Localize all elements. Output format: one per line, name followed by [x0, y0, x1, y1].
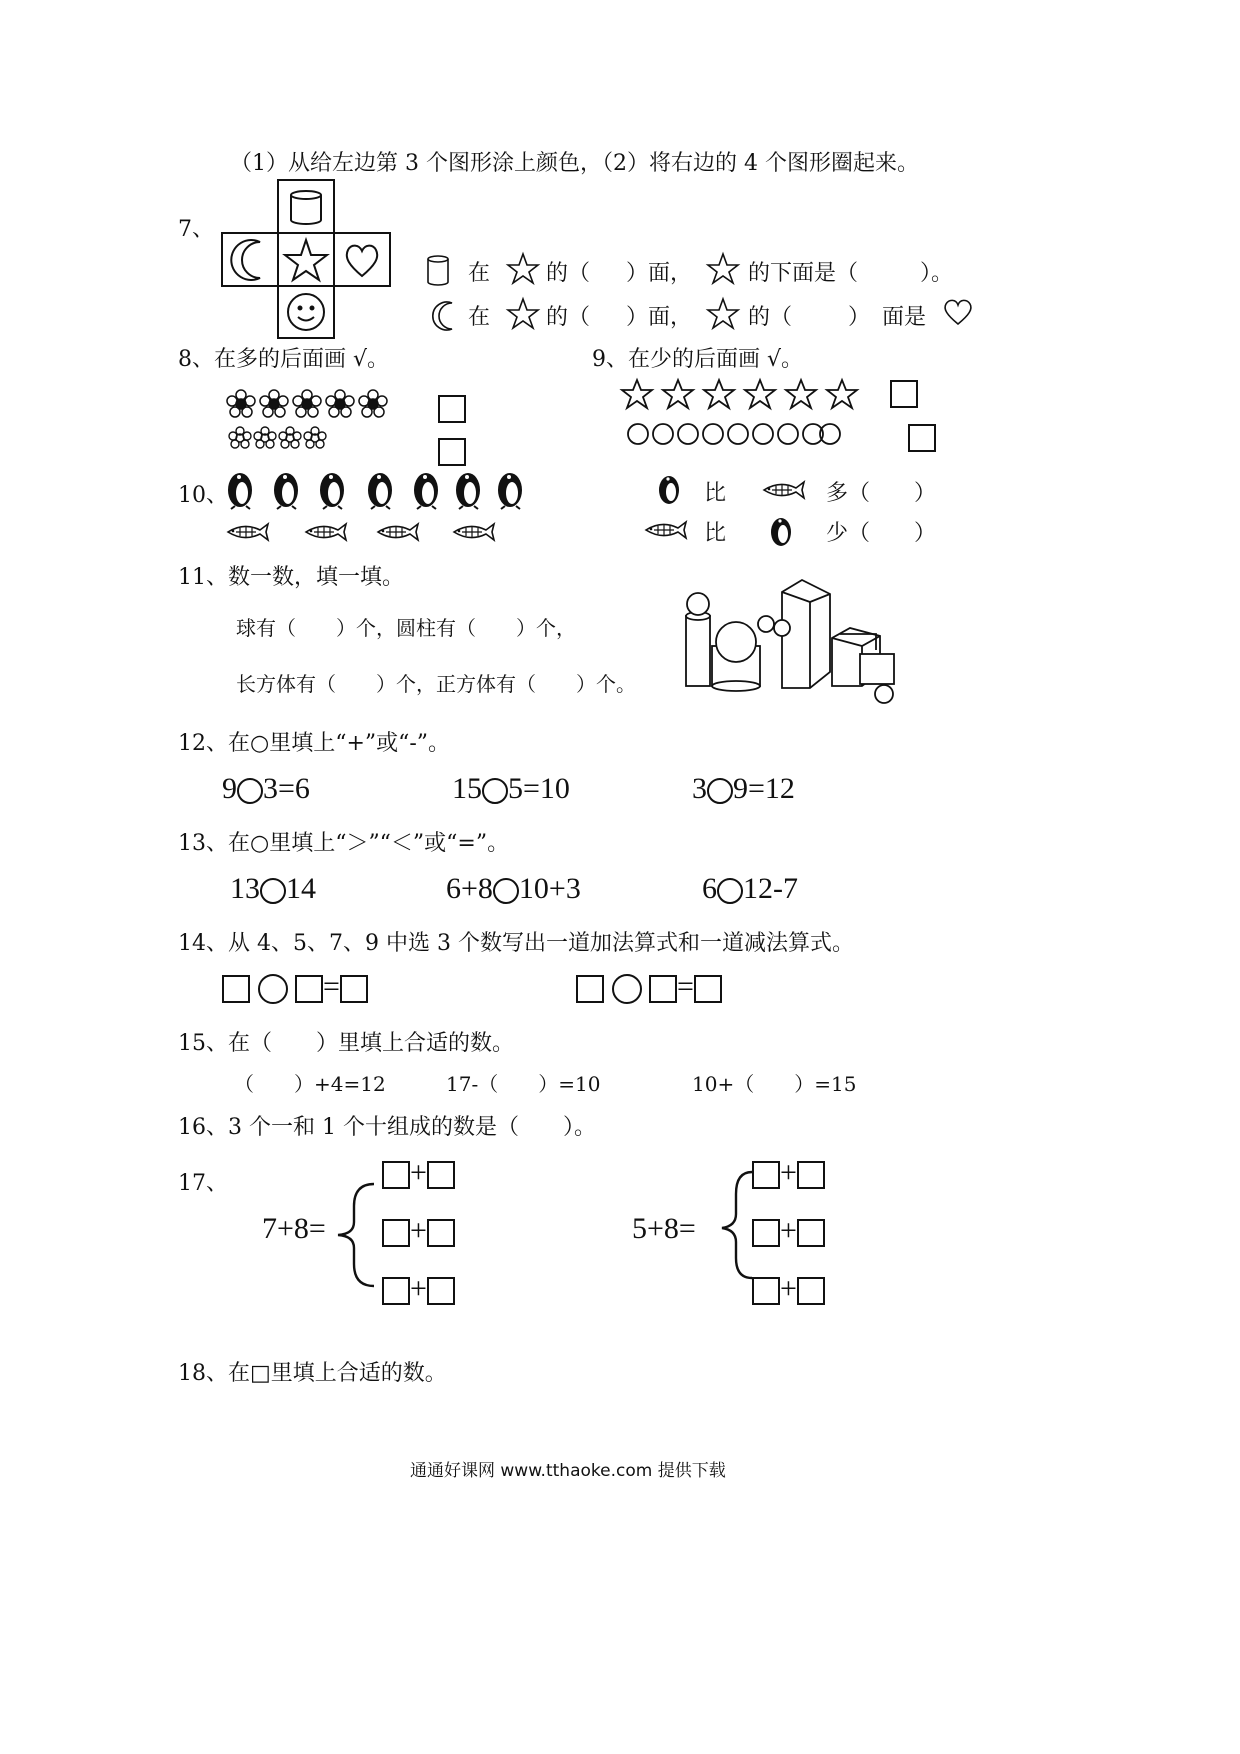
q17-l3-box-a[interactable]: [382, 1277, 410, 1305]
q7-number: 7、: [178, 217, 214, 242]
q17-r3-box-a[interactable]: [752, 1277, 780, 1305]
q10-r1-duo: 多（: [826, 481, 871, 506]
q17-r1-box-b[interactable]: [797, 1161, 825, 1189]
q7-line1-below: 的下面是（: [748, 261, 859, 286]
q15-item-2: 17-（ ）=10: [446, 1072, 601, 1096]
instruction-line: （1）从给左边第 3 个图形涂上颜色，（2）将右边的 4 个图形圈起来。: [230, 151, 919, 176]
q17-l2-box-b[interactable]: [427, 1219, 455, 1247]
q17-r1-plus: +: [780, 1156, 797, 1189]
q9-answer-box-2[interactable]: [908, 424, 936, 452]
cube-net-figure: [220, 178, 395, 340]
q14-sub-box-1[interactable]: [576, 975, 604, 1003]
q10-r2-bi: 比: [704, 521, 727, 546]
q17-r2-box-a[interactable]: [752, 1219, 780, 1247]
q14-add-box-2[interactable]: [295, 975, 323, 1003]
q7-line2-de: 的（: [546, 305, 591, 330]
q14-sub-result-box[interactable]: [694, 975, 722, 1003]
fish-icon: [762, 480, 806, 500]
q12-2-right: 5=10: [508, 772, 570, 805]
q12-item-3: [692, 772, 795, 806]
q12-3-right: 9=12: [733, 772, 795, 805]
q7-line2-mian: ）面，: [626, 305, 693, 330]
q7-line1-end: ）。: [920, 261, 954, 286]
circle-row: [626, 422, 846, 448]
q16-title: 16、3 个一和 1 个十组成的数是（ ）。: [178, 1115, 596, 1140]
q14-add-box-1[interactable]: [222, 975, 250, 1003]
q17-right-row-2: [752, 1214, 825, 1248]
q17-r3-plus: +: [780, 1272, 797, 1305]
q17-l3-plus: +: [410, 1272, 427, 1305]
star-row: [620, 378, 862, 410]
q13-3-compare-circle[interactable]: [717, 878, 743, 904]
q17-right-row-1: [752, 1156, 825, 1190]
q14-add-equals: =: [323, 970, 340, 1003]
q13-item-3: [702, 872, 798, 906]
q14-title: 14、从 4、5、7、9 中选 3 个数写出一道加法算式和一道减法算式。: [178, 931, 854, 956]
left-brace: [332, 1180, 378, 1290]
q13-3-left: 6: [702, 872, 717, 905]
q10-r1-close: ）: [914, 481, 937, 506]
q17-r2-box-b[interactable]: [797, 1219, 825, 1247]
q12-item-1: [222, 772, 310, 806]
q15-item-1: （ ）+4=12: [234, 1072, 386, 1096]
q15-title: 15、在（ ）里填上合适的数。: [178, 1031, 514, 1056]
q7-line1-de: 的（: [546, 261, 591, 286]
q17-l1-box-b[interactable]: [427, 1161, 455, 1189]
q12-3-operator-circle[interactable]: [707, 778, 733, 804]
q17-l1-box-a[interactable]: [382, 1161, 410, 1189]
q13-item-1: [230, 872, 316, 906]
moon-icon: [430, 300, 458, 332]
q10-r1-bi: 比: [704, 481, 727, 506]
flower-row-small: [228, 426, 328, 452]
q17-l2-box-a[interactable]: [382, 1219, 410, 1247]
q17-number: 17、: [178, 1171, 228, 1196]
q12-item-2: [452, 772, 570, 806]
q12-1-left: 9: [222, 772, 237, 805]
star-icon: [706, 252, 740, 284]
q17-r3-box-b[interactable]: [797, 1277, 825, 1305]
q7-line2-de2: 的（: [748, 305, 793, 330]
penguin-icon: [656, 472, 684, 506]
q17-left-expression: 7+8=: [262, 1212, 326, 1245]
q8-title: 8、在多的后面画 √。: [178, 347, 390, 372]
q12-3-left: 3: [692, 772, 707, 805]
penguin-row: [226, 468, 526, 510]
q7-line1-mian: ）面，: [626, 261, 693, 286]
q7-line1-zai: 在: [468, 261, 491, 286]
q12-1-right: 3=6: [263, 772, 310, 805]
q10-r2-close: ）: [914, 521, 937, 546]
q11-line2: 长方体有（ ）个，正方体有（ ）个。: [236, 672, 636, 696]
q17-left-row-1: [382, 1156, 455, 1190]
q17-l2-plus: +: [410, 1214, 427, 1247]
q15-item-3: 10+（ ）=15: [692, 1072, 857, 1096]
fish-row: [226, 522, 496, 542]
star-icon: [706, 297, 740, 329]
q12-1-operator-circle[interactable]: [237, 778, 263, 804]
q17-left-row-3: [382, 1272, 455, 1306]
q17-l1-plus: +: [410, 1156, 427, 1189]
q12-2-operator-circle[interactable]: [482, 778, 508, 804]
q17-right-expression: 5+8=: [632, 1212, 696, 1245]
q11-line1: 球有（ ）个，圆柱有（ ）个，: [236, 616, 576, 640]
q12-title: 12、在○里填上“+”或“-”。: [178, 731, 451, 756]
footer-credit: 通通好课网 www.tthaoke.com 提供下载: [410, 1461, 726, 1481]
q13-title: 13、在○里填上“＞”“＜”或“=”。: [178, 831, 510, 856]
q7-line2-face: 面是: [882, 305, 927, 330]
q18-title: 18、在□里填上合适的数。: [178, 1361, 447, 1386]
q17-left-row-2: [382, 1214, 455, 1248]
q13-3-right: 12-7: [743, 872, 798, 905]
q12-2-left: 15: [452, 772, 482, 805]
cylinder-icon: [426, 254, 450, 288]
fish-icon: [644, 520, 688, 540]
q17-r1-box-a[interactable]: [752, 1161, 780, 1189]
q13-2-compare-circle[interactable]: [493, 878, 519, 904]
q13-item-2: [446, 872, 581, 906]
q14-addition-equation: [222, 970, 368, 1004]
right-brace: [716, 1170, 756, 1280]
q7-line2-zai: 在: [468, 305, 491, 330]
q11-title: 11、数一数，填一填。: [178, 565, 404, 590]
q13-1-right: 14: [286, 872, 316, 905]
q9-title: 9、在少的后面画 √。: [592, 347, 804, 372]
q14-sub-equals: =: [677, 970, 694, 1003]
q14-add-result-box[interactable]: [340, 975, 368, 1003]
q10-r2-shao: 少（: [826, 521, 871, 546]
q8-answer-box-1[interactable]: [438, 395, 466, 423]
penguin-icon: [768, 514, 796, 548]
q13-2-right: 10+3: [518, 872, 581, 905]
q14-sub-operator-circle[interactable]: [612, 974, 642, 1004]
star-icon: [506, 297, 540, 329]
flower-row-large: [226, 389, 390, 421]
heart-icon: [943, 298, 973, 326]
q17-r2-plus: +: [780, 1214, 797, 1247]
solids-figure: [680, 576, 902, 706]
q8-answer-box-2[interactable]: [438, 438, 466, 466]
q13-2-left: 6+8: [446, 872, 493, 905]
q7-line2-close: ）: [848, 305, 871, 330]
star-icon: [506, 252, 540, 284]
q17-right-row-3: [752, 1272, 825, 1306]
q14-add-operator-circle[interactable]: [258, 974, 288, 1004]
q13-1-compare-circle[interactable]: [260, 878, 286, 904]
q10-number: 10、: [178, 483, 228, 508]
q17-l3-box-b[interactable]: [427, 1277, 455, 1305]
q9-answer-box-1[interactable]: [890, 380, 918, 408]
q14-subtraction-equation: [576, 970, 722, 1004]
q13-1-left: 13: [230, 872, 260, 905]
q14-sub-box-2[interactable]: [649, 975, 677, 1003]
